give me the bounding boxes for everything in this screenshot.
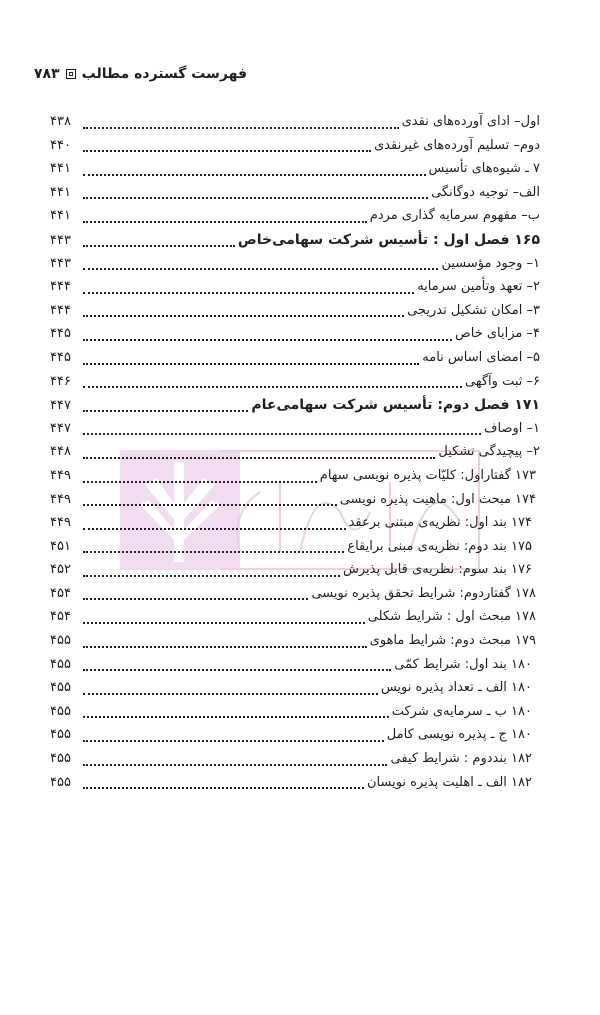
toc-entry-title: ۲– تعهد وتأمین سرمایه [417, 279, 540, 295]
toc-entry[interactable] [50, 609, 540, 633]
toc-entry[interactable] [50, 586, 540, 610]
toc-entry-page: ۴۴۳ [50, 232, 71, 248]
toc-entry-page: ۴۴۸ [50, 444, 71, 460]
toc-entry-title: ۷ ـ شیوه‌های تأسیس [428, 161, 540, 177]
toc-entry[interactable] [50, 279, 540, 303]
toc-entry-page: ۴۴۹ [50, 467, 71, 483]
toc-entry-title: ۱۸۰ ب ـ سرمایه‌ی شرکت [391, 703, 532, 719]
toc-entry-title: ۱۷۵ بند دوم: نظریه‌ی مبنی برایقاع [347, 538, 532, 554]
toc-entry-page: ۴۴۵ [50, 349, 71, 365]
toc-entry-title: ۱۸۲ الف ـ اهلیت پذیره نویسان [366, 774, 532, 790]
dot-leader [83, 221, 367, 223]
dot-leader [83, 669, 391, 671]
header-title: فهرست گسترده مطالب [81, 66, 247, 82]
toc-entry[interactable] [50, 232, 540, 256]
dot-leader [83, 150, 371, 152]
dot-leader [83, 245, 235, 247]
toc-entry-title: ۱۷۳ گفتاراول: کلیّات پذیره نویسی سهام [319, 467, 536, 483]
toc-entry-title: ۱۷۸ مبحث اول : شرایط شکلی [367, 609, 536, 625]
toc-entry[interactable] [50, 374, 540, 398]
toc-entry-title: ۵– امضای اساس نامه [422, 349, 540, 365]
toc-entry-title: ۱– وجود مؤسسین [441, 255, 540, 271]
toc-entry-page: ۴۵۴ [50, 585, 71, 601]
toc-entry-page: ۴۴۴ [50, 279, 71, 295]
toc-entry[interactable] [50, 751, 540, 775]
dot-leader [83, 268, 438, 270]
dot-leader [83, 764, 387, 766]
toc-entry-page: ۴۵۵ [50, 774, 71, 790]
toc-entry-page: ۴۵۵ [50, 633, 71, 649]
toc-entry[interactable] [50, 185, 540, 209]
dot-leader [83, 716, 389, 718]
dot-leader [83, 457, 435, 459]
dot-leader [83, 646, 367, 648]
toc-entry-title: ۱– اوصاف [484, 420, 540, 436]
toc-entry-title: ۳– امکان تشکیل تدریجی [407, 302, 540, 318]
toc-entry-title: ۱۷۹ مبحث دوم: شرایط ماهوی [369, 633, 536, 649]
toc-entry-title: ۱۶۵ فصل اول : تأسیس شرکت سهامی‌خاص [237, 231, 540, 248]
toc-entry-page: ۴۵۵ [50, 680, 71, 696]
dot-leader [83, 197, 428, 199]
dot-leader [83, 740, 384, 742]
toc-entry[interactable] [50, 515, 540, 539]
toc-entry-title: دوم– تسلیم آورده‌های غیرنقدی [374, 137, 540, 153]
toc-entry-title: اول– ادای آورده‌های نقدی [401, 114, 540, 129]
dot-leader [83, 575, 340, 577]
toc-entry-title: ۱۷۴ مبحث اول: ماهیت پذیره نویسی [339, 491, 536, 507]
toc-entry[interactable] [50, 444, 540, 468]
running-header [34, 66, 247, 82]
toc-entry-title: ۴– مزایای خاص [455, 326, 540, 342]
toc-entry-page: ۴۵۵ [50, 703, 71, 719]
toc-entry-page: ۴۴۱ [50, 161, 71, 177]
header-page-number: ۷۸۳ [34, 66, 60, 82]
toc-entry-title: ۱۸۰ بند اول: شرایط کمّی [394, 656, 532, 672]
toc-entry[interactable] [50, 633, 540, 657]
toc-entry[interactable] [50, 562, 540, 586]
toc-entry[interactable] [50, 680, 540, 704]
toc-entry[interactable] [50, 468, 540, 492]
dot-leader [83, 292, 414, 294]
toc-entry[interactable] [50, 421, 540, 445]
toc-entry[interactable] [50, 704, 540, 728]
dot-leader [83, 481, 317, 483]
dot-leader [83, 528, 346, 530]
dot-leader [83, 174, 426, 176]
toc-entry-title: ب– مفهوم سرمایه گذاری مردم [369, 208, 540, 224]
toc-entry-page: ۴۵۵ [50, 656, 71, 672]
toc-entry-page: ۴۴۹ [50, 515, 71, 531]
toc-entry-title: الف– توجیه دوگانگی [431, 184, 540, 200]
toc-entry-page: ۴۴۴ [50, 302, 71, 318]
dot-leader [83, 598, 308, 600]
dot-leader [83, 787, 364, 789]
toc-entry-page: ۴۴۳ [50, 255, 71, 271]
dot-leader [83, 386, 462, 388]
table-of-contents [50, 114, 540, 798]
toc-entry[interactable] [50, 208, 540, 232]
toc-entry-title: ۶– ثبت وآگهی [465, 373, 540, 389]
toc-entry[interactable] [50, 114, 540, 138]
dot-leader [83, 363, 419, 365]
toc-entry[interactable] [50, 303, 540, 327]
toc-entry-page: ۴۵۴ [50, 609, 71, 625]
toc-entry-page: ۴۴۹ [50, 491, 71, 507]
toc-entry[interactable] [50, 539, 540, 563]
toc-entry[interactable] [50, 326, 540, 350]
toc-entry-page: ۴۴۷ [50, 398, 71, 414]
dot-leader [83, 551, 344, 553]
dot-leader [83, 315, 404, 317]
toc-entry-page: ۴۴۱ [50, 184, 71, 200]
toc-entry[interactable] [50, 492, 540, 516]
dot-leader [83, 410, 248, 412]
toc-entry[interactable] [50, 727, 540, 751]
toc-entry[interactable] [50, 256, 540, 280]
toc-entry-page: ۴۴۰ [50, 137, 71, 153]
toc-entry-page: ۴۴۶ [50, 373, 71, 389]
dot-leader [83, 693, 378, 695]
toc-entry-page: ۴۴۷ [50, 420, 71, 436]
toc-entry-page: ۴۴۱ [50, 208, 71, 224]
toc-entry[interactable] [50, 397, 540, 421]
dot-leader [83, 127, 399, 129]
dot-leader [83, 339, 452, 341]
toc-entry-title: ۱۷۶ بند سوم: نظریه‌ی قابل پذیرش [343, 562, 532, 578]
toc-entry[interactable] [50, 161, 540, 185]
toc-entry-page: ۴۵۵ [50, 751, 71, 767]
dot-leader [83, 622, 365, 624]
toc-entry-title: ۱۸۰ الف ـ تعداد پذیره نویس [380, 680, 532, 696]
toc-entry-title: ۱۷۱ فصل دوم: تأسیس شرکت سهامی‌عام [251, 397, 540, 414]
toc-entry-title: ۱۷۴ بند اول: نظریه‌ی مبتنی برعقد [348, 515, 532, 531]
toc-entry-title: ۱۸۰ ج ـ پذیره نویسی کامل [386, 727, 532, 743]
toc-entry-page: ۴۵۲ [50, 562, 71, 578]
toc-entry[interactable] [50, 350, 540, 374]
toc-entry[interactable] [50, 657, 540, 681]
toc-entry-page: ۴۳۸ [50, 114, 71, 129]
toc-entry-title: ۱۸۲ بنددوم : شرایط کیفی [390, 751, 532, 767]
toc-entry-page: ۴۵۱ [50, 538, 71, 554]
toc-entry-page: ۴۵۵ [50, 727, 71, 743]
toc-entry-page: ۴۴۵ [50, 326, 71, 342]
dot-leader [83, 504, 337, 506]
framed-square-icon [66, 69, 76, 79]
dot-leader [83, 433, 481, 435]
toc-entry-title: ۱۷۸ گفتاردوم: شرایط تحقق پذیره نویسی [311, 585, 536, 601]
toc-entry-title: ۲– پیچیدگی تشکیل [438, 444, 540, 460]
toc-entry[interactable] [50, 775, 540, 799]
toc-entry[interactable] [50, 138, 540, 162]
